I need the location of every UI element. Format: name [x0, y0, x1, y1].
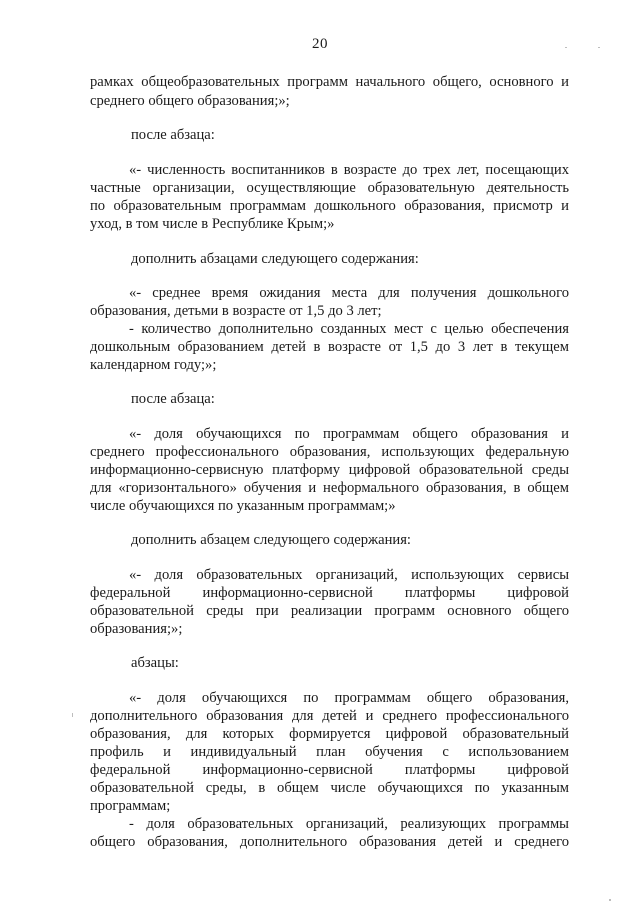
text-line: общего образования, дополнительного образования детей и среднего [90, 834, 569, 850]
text-line: - количество дополнительно созданных мест с целью обеспечения [129, 321, 569, 337]
text-line: «- доля образовательных организаций, использующих сервисы [129, 567, 569, 583]
text-line: рамках общеобразовательных программ начального общего, основного и [90, 74, 569, 90]
text-line: дополнительного образования для детей и среднего профессионального [90, 708, 569, 724]
text-line: информационно-сервисную платформу цифровой образовательной среды [90, 462, 569, 478]
text-line: «- доля обучающихся по программам общего образования, [129, 690, 569, 706]
text-line: по образовательным программам дошкольного образования, присмотр и [90, 198, 569, 214]
scan-speck [598, 47, 600, 48]
scan-speck [72, 713, 73, 717]
text-line: после абзаца: [131, 391, 215, 407]
text-line: дополнить абзацами следующего содержания: [131, 251, 419, 267]
text-line: «- численность воспитанников в возрасте до трех лет, посещающих [129, 162, 569, 178]
text-line: образования;»; [90, 621, 183, 637]
text-line: среднего общего образования;»; [90, 93, 290, 109]
text-line: «- доля обучающихся по программам общего образования и [129, 426, 569, 442]
text-line: профиль и индивидуальный план обучения с использованием [90, 744, 569, 760]
text-line: дополнить абзацем следующего содержания: [131, 532, 411, 548]
text-line: дошкольным образованием детей в возрасте от 1,5 до 3 лет в текущем [90, 339, 569, 355]
text-line: образования, детьми в возрасте от 1,5 до 3 лет; [90, 303, 382, 319]
text-line: уход, в том числе в Республике Крым;» [90, 216, 335, 232]
text-line: абзацы: [131, 655, 179, 671]
page-number: 20 [312, 36, 328, 52]
text-line: программам; [90, 798, 171, 814]
text-line: для «горизонтального» обучения и неформального образования, в общем [90, 480, 569, 496]
text-line: частные организации, осуществляющие образовательную деятельность [90, 180, 569, 196]
scan-speck [609, 899, 611, 901]
text-line: федеральной информационно-сервисной платформы цифровой [90, 762, 569, 778]
scan-speck [565, 47, 567, 48]
text-line: образовательной среды, в общем числе обучающихся по указанным [90, 780, 569, 796]
text-line: после абзаца: [131, 127, 215, 143]
text-line: среднего профессионального образования, использующих федеральную [90, 444, 569, 460]
text-line: образования, для которых формируется цифровой образовательный [90, 726, 569, 742]
text-line: числе обучающихся по указанным программам;» [90, 498, 396, 514]
text-line: календарном году;»; [90, 357, 217, 373]
text-line: «- среднее время ожидания места для получения дошкольного [129, 285, 569, 301]
text-line: - доля образовательных организаций, реализующих программы [129, 816, 569, 832]
text-line: образовательной среды при реализации программ основного общего [90, 603, 569, 619]
text-line: федеральной информационно-сервисной платформы цифровой [90, 585, 569, 601]
